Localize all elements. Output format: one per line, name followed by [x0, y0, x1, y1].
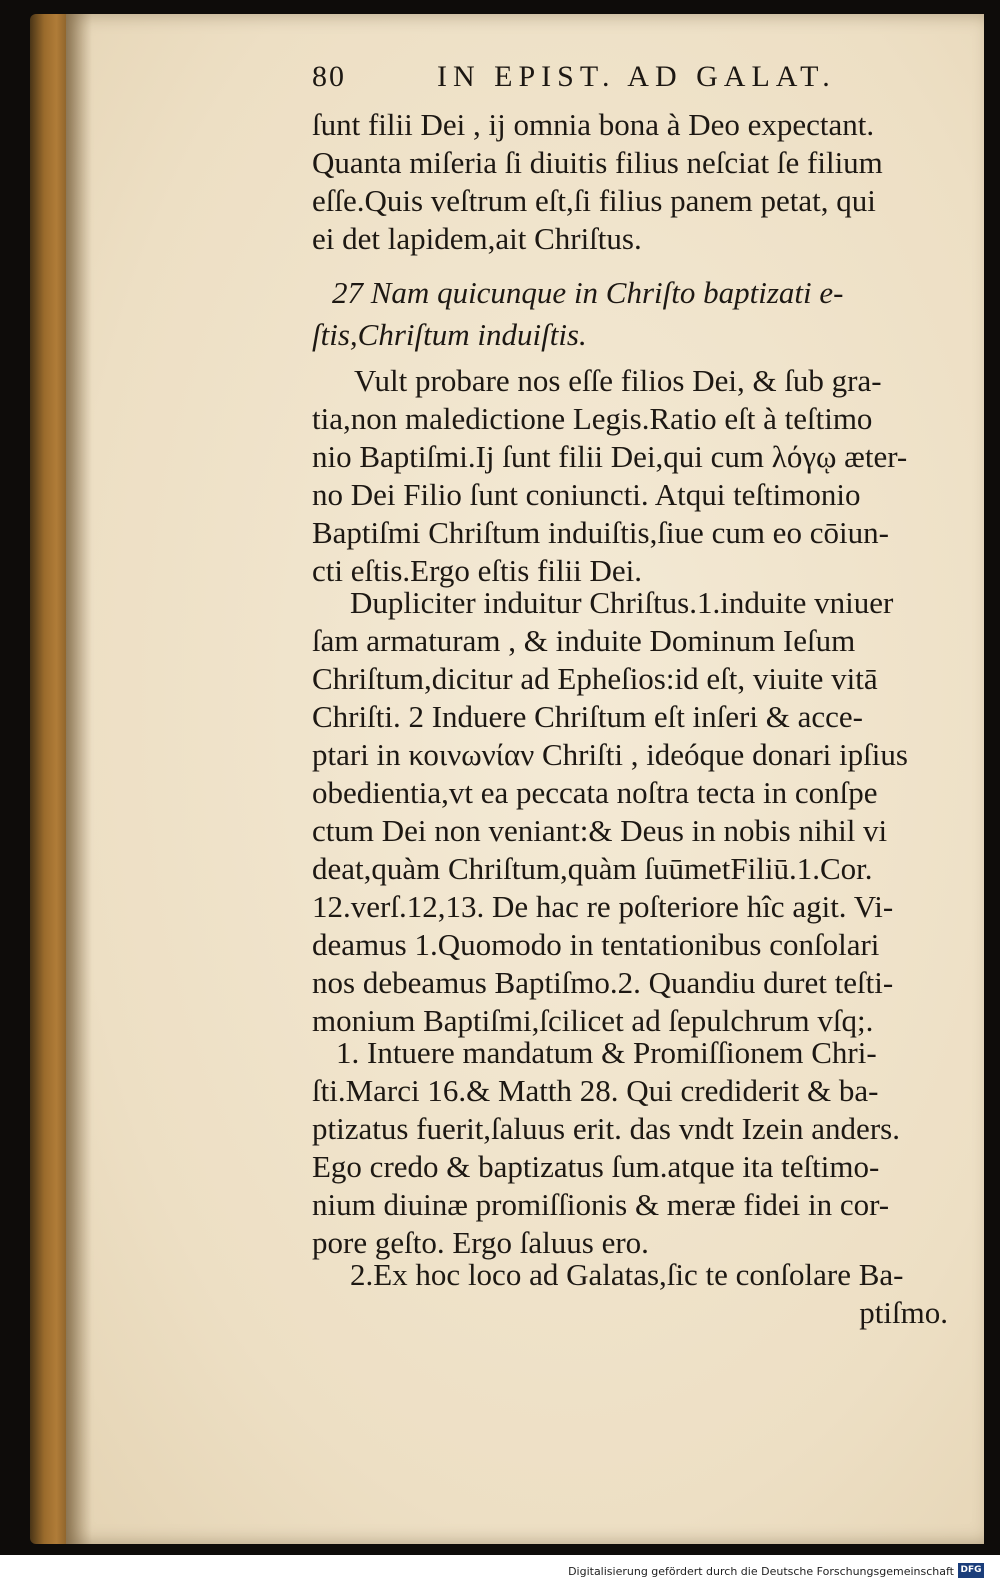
- text-line: cti eſtis.Ergo eſtis filii Dei.: [312, 553, 643, 588]
- text-line: nium diuinæ promiſſionis & meræ fidei in cor-: [312, 1187, 890, 1222]
- verse-heading-line: 27 Nam quicunque in Chriſto baptizati e-: [332, 275, 844, 310]
- text-line: ptizatus fuerit,ſaluus erit. das vndt Izein anders.: [312, 1111, 900, 1146]
- digitization-footer: [0, 1555, 1000, 1590]
- text-line: 12.verſ.12,13. De hac re poſteriore hîc agit. Vi-: [312, 889, 894, 924]
- text-line: obedientia,vt ea peccata noſtra tecta in conſpe: [312, 775, 878, 810]
- text-line: ei det lapidem,ait Chriſtus.: [312, 221, 642, 256]
- running-title: IN EPIST. AD GALAT.: [437, 60, 836, 93]
- text-line: ptiſmo.: [859, 1295, 948, 1330]
- page-number: 80: [312, 60, 346, 93]
- text-line: Dupliciter induitur Chriſtus.1.induite vniuer: [350, 585, 894, 620]
- page-gutter-shadow: [66, 14, 92, 1544]
- text-line: Chriſtum,dicitur ad Epheſios:id eſt, viuite vitā: [312, 661, 878, 696]
- verse-heading-line: ſtis,Chriſtum induiſtis.: [312, 317, 587, 352]
- text-line: 1. Intuere mandatum & Promiſſionem Chri-: [336, 1035, 877, 1070]
- text-line: Ego credo & baptizatus ſum.atque ita teſtimo-: [312, 1149, 880, 1184]
- text-line: Chriſti. 2 Induere Chriſtum eſt inſeri & acce-: [312, 699, 863, 734]
- text-line: no Dei Filio ſunt coniuncti. Atqui teſtimonio: [312, 477, 861, 512]
- text-line: tia,non maledictione Legis.Ratio eſt à teſtimo: [312, 401, 873, 436]
- text-line: ſti.Marci 16.& Matth 28. Qui crediderit & ba-: [312, 1073, 879, 1108]
- text-line: monium Baptiſmi,ſcilicet ad ſepulchrum vſq;.: [312, 1003, 874, 1038]
- text-line: deamus 1.Quomodo in tentationibus conſolari: [312, 927, 880, 962]
- funding-credit: Digitalisierung gefördert durch die Deutsche Forschungsgemeinschaft: [568, 1565, 954, 1578]
- text-line: Baptiſmi Chriſtum induiſtis,ſiue cum eo cōiun-: [312, 515, 889, 550]
- running-header: [312, 60, 952, 100]
- text-line: ſam armaturam , & induite Dominum Ieſum: [312, 623, 856, 658]
- text-line: Vult probare nos eſſe filios Dei, & ſub gra-: [354, 363, 882, 398]
- text-line: ſunt filii Dei , ij omnia bona à Deo expectant.: [312, 107, 875, 142]
- text-line: 2.Ex hoc loco ad Galatas,ſic te conſolare Ba-: [350, 1257, 904, 1292]
- text-line: ctum Dei non veniant:& Deus in nobis nihil vi: [312, 813, 888, 848]
- text-line: Quanta miſeria ſi diuitis filius neſciat ſe filium: [312, 145, 883, 180]
- text-line: deat,quàm Chriſtum,quàm ſuūmetFiliū.1.Cor.: [312, 851, 873, 886]
- text-line: eſſe.Quis veſtrum eſt,ſi filius panem petat, qui: [312, 183, 876, 218]
- dfg-logo: DFG: [958, 1563, 984, 1578]
- text-line: ptari in κοινωνίαν Chriſti , ideóque donari ipſius: [312, 737, 908, 772]
- text-line: pore geſto. Ergo ſaluus ero.: [312, 1225, 649, 1260]
- text-line: nio Baptiſmi.Ij ſunt filii Dei,qui cum λόγῳ æter-: [312, 439, 908, 474]
- text-line: nos debeamus Baptiſmo.2. Quandiu duret teſti-: [312, 965, 894, 1000]
